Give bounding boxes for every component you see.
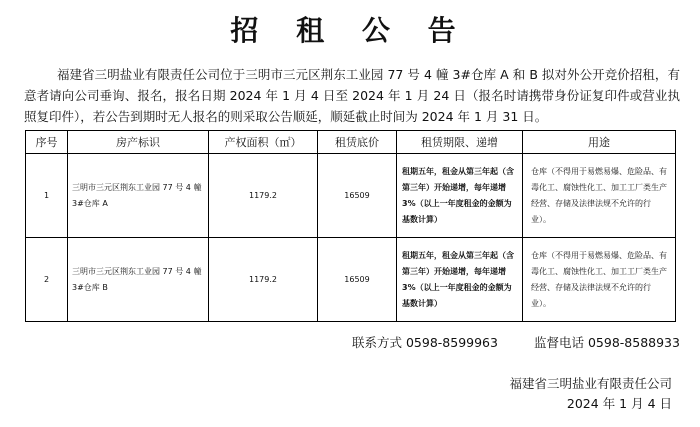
cell-usage: 仓库（不得用于易燃易爆、危险品、有毒化工、腐蚀性化工、加工工厂类生产经营、存储及法律法规不允许的行业）。 bbox=[523, 154, 676, 238]
header-term: 租赁期限、递增 bbox=[397, 131, 523, 154]
issue-date: 2024 年 1 月 4 日 bbox=[566, 396, 672, 411]
cell-serial: 2 bbox=[26, 238, 68, 322]
notice-intro-paragraph: 福建省三明盐业有限责任公司位于三明市三元区荆东工业园 77 号 4 幢 3#仓库 A 和 B 拟对外公开竞价招租，有意者请向公司垂询、报名，报名日期 2024 年 1 月 4 日至 2024 年 1 月 24 日（报名时请携带身份证复印件或营业执照复印件），若公告到期时无人报名的则采取公告顺延，顺延截止时间为 2024 年 1 月 31 日。 bbox=[24, 67, 680, 124]
header-price: 租赁底价 bbox=[318, 131, 397, 154]
cell-term: 租期五年，租金从第三年起（含第三年）开始递增，每年递增 3%（以上一年度租金的金额为基数计算） bbox=[397, 238, 523, 322]
header-serial: 序号 bbox=[26, 131, 68, 154]
notice-title: 招 租 公 告 bbox=[230, 14, 470, 47]
cell-term: 租期五年，租金从第三年起（含第三年）开始递增，每年递增 3%（以上一年度租金的金额为基数计算） bbox=[397, 154, 523, 238]
cell-area: 1179.2 bbox=[209, 154, 318, 238]
header-property: 房产标识 bbox=[68, 131, 209, 154]
table-header-row bbox=[26, 131, 676, 154]
cell-price: 16509 bbox=[318, 154, 397, 238]
cell-area: 1179.2 bbox=[209, 238, 318, 322]
cell-serial: 1 bbox=[26, 154, 68, 238]
table-row bbox=[26, 238, 676, 322]
issuer-company: 福建省三明盐业有限责任公司 bbox=[509, 376, 672, 391]
table-row bbox=[26, 154, 676, 238]
cell-usage: 仓库（不得用于易燃易爆、危险品、有毒化工、腐蚀性化工、加工工厂类生产经营、存储及法律法规不允许的行业）。 bbox=[523, 238, 676, 322]
cell-property: 三明市三元区荆东工业园 77 号 4 幢 3#仓库 B bbox=[68, 238, 209, 322]
header-area: 产权面积（㎡） bbox=[209, 131, 318, 154]
lease-table bbox=[25, 130, 676, 322]
header-usage: 用途 bbox=[523, 131, 676, 154]
signature-block bbox=[509, 374, 672, 414]
cell-property: 三明市三元区荆东工业园 77 号 4 幢 3#仓库 A bbox=[68, 154, 209, 238]
supervision-phone: 监督电话 0598-8588933 bbox=[534, 335, 680, 350]
cell-price: 16509 bbox=[318, 238, 397, 322]
contact-phone: 联系方式 0598-8599963 bbox=[352, 335, 498, 350]
